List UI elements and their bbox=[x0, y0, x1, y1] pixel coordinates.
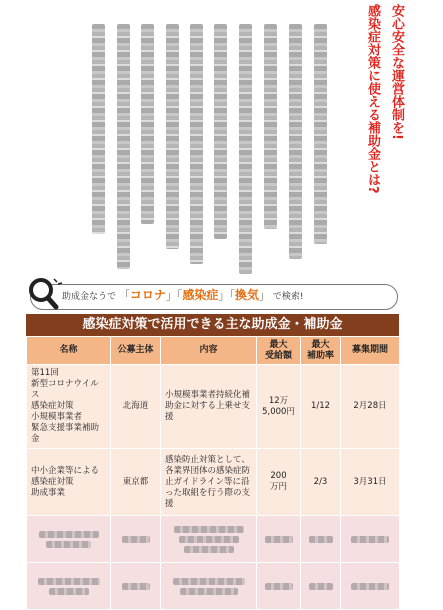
table-header-row bbox=[27, 337, 400, 365]
header-content: 内容 bbox=[161, 337, 257, 365]
blurred-table-row bbox=[27, 516, 400, 563]
header-organizer: 公募主体 bbox=[111, 337, 161, 365]
cell-content: 小規模事業者持続化補助金に対する上乗せ支援 bbox=[161, 365, 257, 449]
heading-line-2: 感染症対策に使える補助金とは? bbox=[365, 4, 380, 194]
blurred-body-text bbox=[92, 24, 330, 274]
subsidy-table bbox=[26, 314, 399, 610]
cell-name: 中小企業等による 感染症対策 助成事業 bbox=[27, 449, 111, 516]
header-max-amount: 最大 受給額 bbox=[257, 337, 301, 365]
header-max-rate: 最大 補助率 bbox=[301, 337, 341, 365]
keyword-infection: 感染症 bbox=[182, 288, 219, 302]
blurred-table-row bbox=[27, 563, 400, 610]
table-row bbox=[27, 449, 400, 516]
cell-amount: 200 万円 bbox=[257, 449, 301, 516]
cell-content: 感染防止対策として、各業界団体の感染症防止ガイドライン等に沿った取組を行う際の支援 bbox=[161, 449, 257, 516]
cell-organizer: 北海道 bbox=[111, 365, 161, 449]
search-hint: 助成金なうで 「コロナ」「感染症」「換気」 で検索! bbox=[62, 288, 304, 302]
heading-line-1: 安心安全な運営体制を! bbox=[389, 4, 404, 140]
search-suffix: で検索! bbox=[272, 292, 304, 302]
cell-rate: 2/3 bbox=[301, 449, 341, 516]
cell-amount: 12万 5,000円 bbox=[257, 365, 301, 449]
cell-organizer: 東京都 bbox=[111, 449, 161, 516]
cell-period: 3月31日 bbox=[341, 449, 400, 516]
search-prefix: 助成金なうで bbox=[62, 292, 117, 302]
keyword-ventilation: 換気 bbox=[234, 288, 259, 302]
header-name: 名称 bbox=[27, 337, 111, 365]
table-row bbox=[27, 365, 400, 449]
keyword-corona: コロナ bbox=[129, 288, 166, 302]
cell-period: 2月28日 bbox=[341, 365, 400, 449]
cell-name: 第11回 新型コロナウイルス 感染症対策 小規模事業者 緊急支援事業補助金 bbox=[27, 365, 111, 449]
magnifier-icon bbox=[26, 275, 66, 311]
table-title: 感染症対策で活用できる主な助成金・補助金 bbox=[26, 314, 399, 336]
header-period: 募集期間 bbox=[341, 337, 400, 365]
cell-rate: 1/12 bbox=[301, 365, 341, 449]
